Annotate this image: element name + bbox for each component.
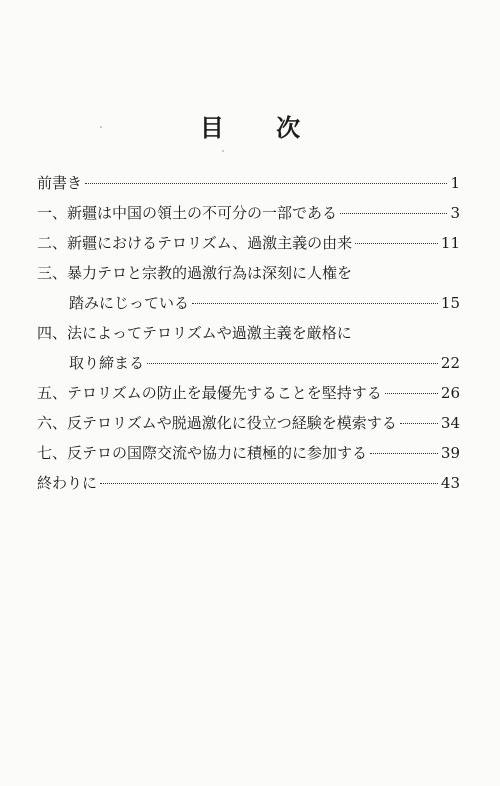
dot-leader (340, 213, 447, 214)
dot-leader (100, 483, 438, 484)
dot-leader (370, 453, 438, 454)
toc-page-number: 3 (450, 204, 460, 222)
toc-entry-text: 一、新疆は中国の領土の不可分の一部である (37, 204, 338, 222)
toc-page-number: 39 (440, 444, 460, 462)
toc-entry-4-line1[interactable] (37, 318, 460, 348)
toc-entry-3-line1[interactable] (37, 258, 460, 288)
toc-entry-5[interactable] (37, 378, 460, 408)
toc-entry-text: 終わりに (37, 474, 98, 492)
toc-page-number: 22 (440, 354, 460, 372)
toc-entry-7[interactable] (37, 438, 460, 468)
toc-page-number: 34 (440, 414, 460, 432)
dot-leader (147, 363, 438, 364)
dot-leader (355, 243, 438, 244)
toc-entry-text: 六、反テロリズムや脱過激化に役立つ経験を模索する (37, 414, 397, 432)
dot-leader (385, 393, 438, 394)
dot-leader (400, 423, 438, 424)
toc-entry-2[interactable] (37, 228, 460, 258)
toc-entry-text: 取り締まる (69, 354, 145, 372)
toc-entry-text: 踏みにじっている (69, 294, 190, 312)
toc-entry-text: 二、新疆におけるテロリズム、過激主義の由来 (37, 234, 353, 252)
toc-page-number: 15 (440, 294, 460, 312)
dot-leader (192, 303, 438, 304)
toc-entry-epilogue[interactable] (37, 468, 460, 498)
table-of-contents (37, 168, 460, 498)
toc-entry-preface[interactable] (37, 168, 460, 198)
toc-page-number: 1 (450, 174, 460, 192)
toc-entry-1[interactable] (37, 198, 460, 228)
toc-entry-text: 五、テロリズムの防止を最優先することを堅持する (37, 384, 382, 402)
toc-entry-text: 四、法によってテロリズムや過激主義を厳格に (37, 324, 352, 342)
toc-entry-text: 前書き (37, 174, 83, 192)
dot-leader (85, 183, 447, 184)
toc-entry-3-line2[interactable] (37, 288, 460, 318)
toc-page-number: 11 (440, 234, 460, 252)
toc-entry-text: 七、反テロの国際交流や協力に積極的に参加する (37, 444, 368, 462)
toc-page-number: 43 (440, 474, 460, 492)
toc-entry-6[interactable] (37, 408, 460, 438)
paper-speck (222, 150, 224, 152)
toc-title: 目 次 (199, 113, 323, 142)
toc-entry-4-line2[interactable] (37, 348, 460, 378)
toc-entry-text: 三、暴力テロと宗教的過激行為は深刻に人権を (37, 264, 353, 282)
toc-page-number: 26 (440, 384, 460, 402)
